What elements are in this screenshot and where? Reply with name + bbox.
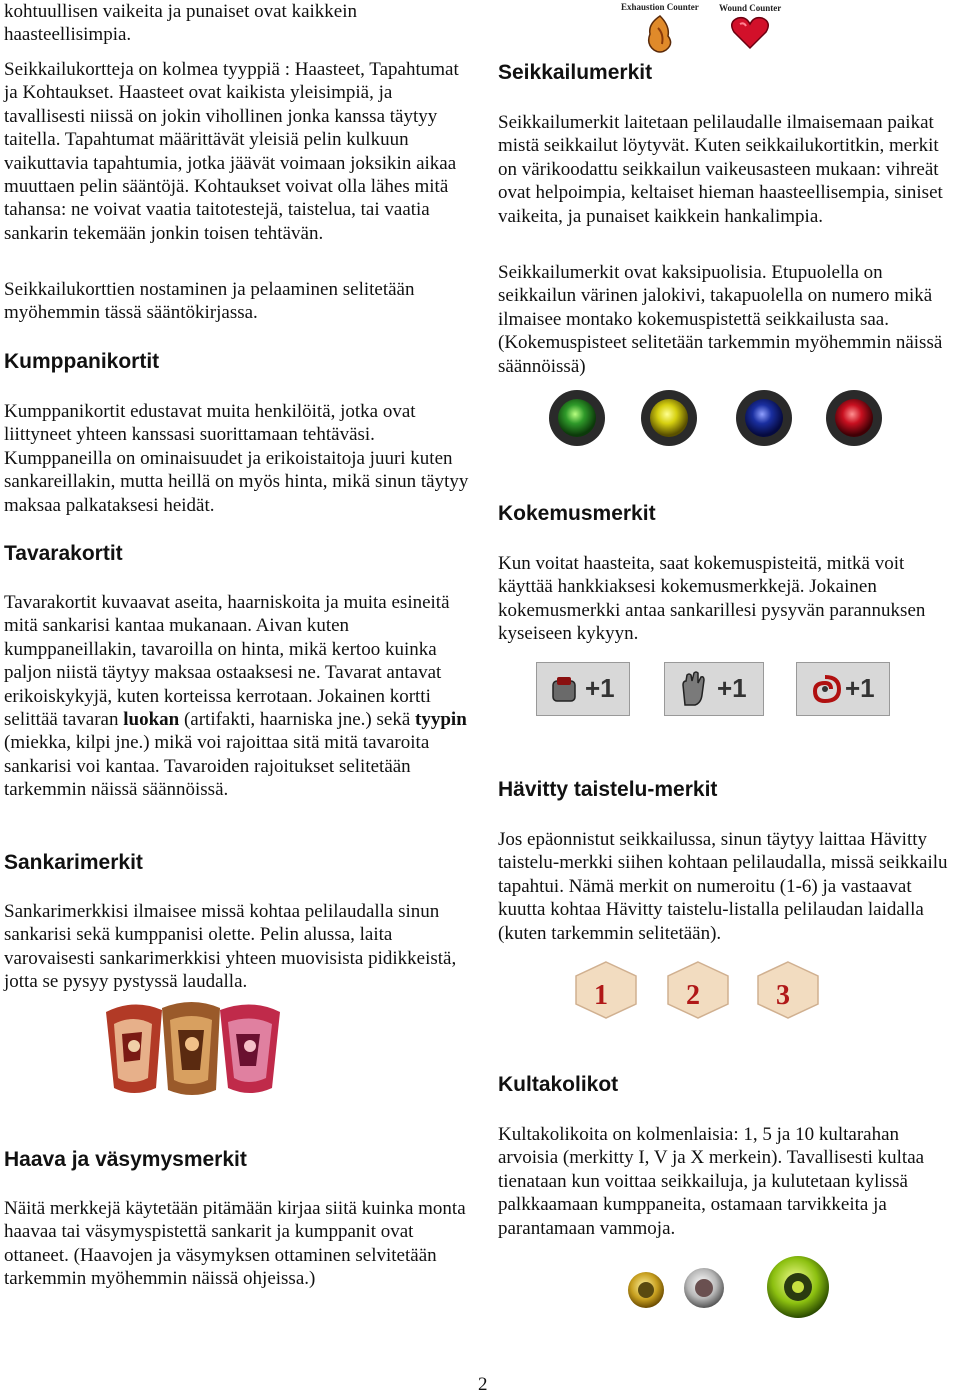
fist-icon <box>549 673 579 705</box>
gold-heading: Kultakolikot <box>498 1073 619 1096</box>
intro-paragraph-3: Seikkailukorttien nostaminen ja pelaaminen selitetään myöhemmin tässä sääntökirjassa. <box>4 279 415 324</box>
lost-battle-token-3-number: 3 <box>776 980 790 1011</box>
experience-token-strength <box>536 662 630 716</box>
lost-battle-text: Jos epäonnistut seikkailussa, sinun täytyy laittaa Hävitty taistelu-merkki siihen kohtaan pelilaudalla, missä seikkailu tapahtui. Nämä merkit on numeroitu (1-6) ja vastaavat kuutta kohtaa Hävitty taistelu-listalla pelilaudan laidalla (kuten tarkemmin selitetään). <box>498 829 948 944</box>
coin-10 <box>767 1256 829 1318</box>
experience-token-label-3: +1 <box>845 673 875 703</box>
wound-counter-heart-icon <box>730 16 770 50</box>
intro-paragraph-1: kohtuullisen vaikeita ja punaiset ovat kaikkein haasteellisimpia. <box>4 1 357 46</box>
wound-text: Näitä merkkejä käytetään pitämään kirjaa siitä kuinka monta haavaa tai väsymyspistettä sankarit ja kumppanit ovat ottaneet. (Haavojen ja väsymyksen ottaminen selvitetään tarkemmin myöhemmin näissä ohjeissa.) <box>4 1198 466 1290</box>
item-class-term: luokan <box>123 709 180 731</box>
adventure-gem-tokens <box>544 390 890 448</box>
green-gem-token <box>549 390 605 446</box>
wound-heading: Haava ja väsymysmerkit <box>4 1148 247 1171</box>
item-text-part-a: Tavarakortit kuvaavat aseita, haarniskoita ja muita esineitä mitä sankarisi kantaa mukanaan. Aivan kuten kumppaneillakin, tavaroilla on hinta, mikä kertoo kuinka paljon niistä täytyy maksaa ostaaksesi ne. Tavarat antavat erikoiskykyjä, kuten korteissa kerrotaan. Jokainen kortti selittää tavaran <box>4 592 450 731</box>
hero-tokens-image <box>104 1000 284 1098</box>
wound-counter-label: Wound Counter <box>719 3 782 13</box>
adventure-paragraph-1: Seikkailumerkit laitetaan pelilaudalle ilmaisemaan paikat mistä seikkailut löytyvät. Kuten seikkailukortitkin, merkit on värikoodattu seikkailun vaikeusasteen mukaan: vihreät ovat helpoimpia, keltaiset hieman haasteellisempia, siniset vaikeita, ja punaiset kaikkein hankalimpia. <box>498 112 943 227</box>
lost-battle-tokens <box>570 960 834 1020</box>
lost-battle-token-1-number: 1 <box>594 980 608 1011</box>
hero-token-1 <box>106 1004 162 1093</box>
swirl-icon <box>807 673 843 705</box>
companion-heading: Kumppanikortit <box>4 350 160 373</box>
coin-5 <box>684 1268 724 1308</box>
item-type-term: tyypin <box>415 709 467 731</box>
experience-token-label-2: +1 <box>717 673 747 703</box>
hero-text: Sankarimerkkisi ilmaisee missä kohtaa pelilaudalla sinun sankarisi sekä kumppanisi olette. Pelin alussa, laita varovaisesti sankarimerkkisi yhteen muovisista pidikkeistä, jotta se pysyy pystyssä laudalla. <box>4 901 457 993</box>
page-number: 2 <box>478 1374 488 1395</box>
blue-gem-token <box>736 390 792 446</box>
adventure-paragraph-2: Seikkailumerkit ovat kaksipuolisia. Etupuolella on seikkailun värinen jalokivi, takapuolella on numero mikä ilmaisee montako kokemuspistettä seikkailusta saa. (Kokemuspisteet selitetään tarkemmin myöhemmin näissä säännöissä) <box>498 262 943 377</box>
hand-icon <box>677 671 709 707</box>
hero-token-2 <box>162 1002 220 1095</box>
lost-battle-token-2-number: 2 <box>686 980 700 1011</box>
experience-heading: Kokemusmerkit <box>498 502 656 525</box>
companion-text: Kumppanikortit edustavat muita henkilöitä, jotka ovat liittyneet yhteen kanssasi suorittamaan tehtäväsi. Kumppaneilla on ominaisuudet ja erikoistaitoja juuri kuten sankareillakin, mutta heillä on myös hinta, mikä sinun täytyy maksaa palkataksesi heidät. <box>4 401 469 516</box>
item-text <box>4 591 470 802</box>
exhaustion-counter-icon <box>644 14 676 54</box>
item-heading: Tavarakortit <box>4 542 123 565</box>
hero-token-3 <box>220 1004 280 1093</box>
yellow-gem-token <box>641 390 697 446</box>
coin-1 <box>628 1272 664 1308</box>
item-text-part-c: (miekka, kilpi jne.) mikä voi rajoittaa sitä mitä tavaroita sankarisi voi kantaa. Tavaroiden rajoitukset selitetään tarkemmin näissä säännöissä. <box>4 732 430 801</box>
experience-token-dexterity <box>664 662 764 716</box>
gold-coins-image <box>626 1254 838 1320</box>
lost-battle-heading: Hävitty taistelu-merkit <box>498 778 718 801</box>
adventure-heading: Seikkailumerkit <box>498 61 653 84</box>
item-text-part-b: (artifakti, haarniska jne.) sekä <box>179 709 416 731</box>
red-gem-token <box>826 390 882 446</box>
lost-battle-token-shapes <box>570 960 834 1020</box>
gold-text: Kultakolikoita on kolmenlaisia: 1, 5 ja 10 kultarahan arvoisia (merkitty I, V ja X merkein). Tavallisesti kultaa tienataan kun voittaa seikkailuja, ja kulutetaan kylissä palkkaamaan kumppaneita, ostamaan tarvikkeita ja parantamaan vammoja. <box>498 1124 925 1239</box>
exhaustion-counter-label: Exhaustion Counter <box>621 2 699 12</box>
hero-heading: Sankarimerkit <box>4 851 143 874</box>
experience-token-magic <box>796 662 890 716</box>
experience-token-label-1: +1 <box>585 673 615 703</box>
experience-text: Kun voitat haasteita, saat kokemuspisteitä, mitkä voit käyttää hankkiaksesi kokemusmerkkejä. Jokainen kokemusmerkki antaa sankarillesi pysyvän parannuksen kyseiseen kykyyn. <box>498 553 926 645</box>
intro-paragraph-2: Seikkailukortteja on kolmea tyyppiä : Haasteet, Tapahtumat ja Kohtaukset. Haasteet ovat kaikista yleisimpiä, ja tavallisesti niissä on jokin vihollinen jonka kanssa täytyy taitella. Tapahtumat määrittävät yleisiä pelin kulkuun vaikuttavia tapahtumia, jotka jäävät voimaan joksikin aikaa muuttaen pelin sääntöjä. Kohtaukset voivat olla lähes mitä tahansa: ne voivat vaatia taitotestejä, taistelua, tai vaatia sankarin tekemään jonkin toisen tehtävän. <box>4 59 459 244</box>
